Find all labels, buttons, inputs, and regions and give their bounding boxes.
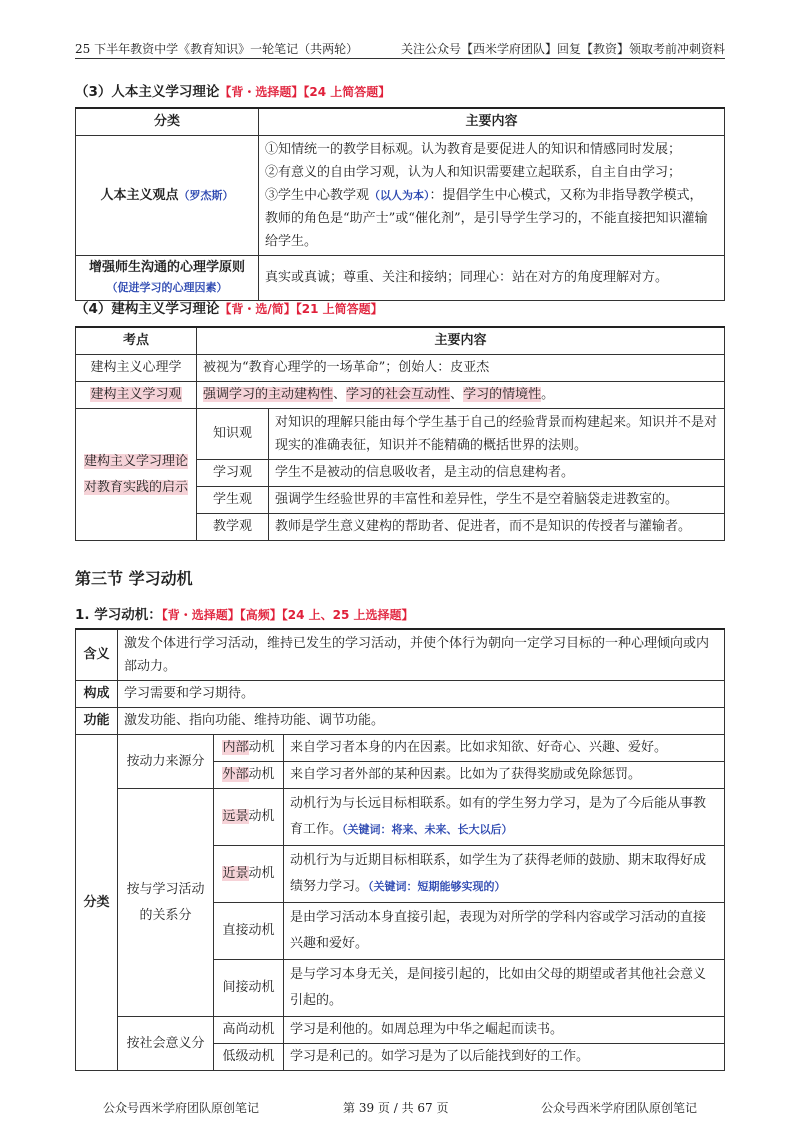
row-label: 功能 <box>76 708 118 735</box>
row-content: ①知情统一的教学目标观。认为教育是要促进人的知识和情感同时发展； ②有意义的自由学习观，认为人和知识需要建立起联系，自主自由学习； ③学生中心教学观（以人为本）：提倡学生中心模式，又称为非指导教学模式， 教师的角色是“助产士”或“催化剂”，是引导学生学习的，不能直接把知识灌输给学生。 <box>259 136 725 256</box>
sub-content: 来自学习者外部的某种因素。比如为了获得奖励或免除惩罚。 <box>284 762 725 789</box>
tag: 【高频】 <box>239 608 282 622</box>
sub-label: 学生观 <box>197 487 269 514</box>
sub-content: 强调学生经验世界的丰富性和差异性，学生不是空着脑袋走进教室的。 <box>269 487 725 514</box>
humanistic-table <box>75 107 725 301</box>
col-header: 主要内容 <box>259 108 725 136</box>
row-content: 学习需要和学习期待。 <box>118 681 725 708</box>
tag: 【背・选择题】 <box>161 608 240 622</box>
tag: 【24 上简答题】 <box>303 85 391 99</box>
row-label: 构成 <box>76 681 118 708</box>
category-label: 按动力来源分 <box>118 735 214 789</box>
sub-content: 是与学习本身无关，是间接引起的，比如由父母的期望或者其他社会意义引起的。 <box>284 960 725 1017</box>
tag: 【背・选择题】 <box>219 85 304 99</box>
sub-content: 学生不是被动的信息吸收者，是主动的信息建构者。 <box>269 460 725 487</box>
sub-content: 是由学习活动本身直接引起，表现为对所学的学科内容或学习活动的直接兴趣和爱好。 <box>284 903 725 960</box>
header-left-text: 25 下半年教资中学《教育知识》一轮笔记（共两轮） <box>75 42 359 56</box>
sub-content: 来自学习者本身的内在因素。比如求知欲、好奇心、兴趣、爱好。 <box>284 735 725 762</box>
sub-label: 近景动机 <box>214 846 284 903</box>
sub-content: 对知识的理解只能由每个学生基于自己的经验背景而构建起来。知识并不是对现实的准确表征，知识并不能精确的概括世界的法则。 <box>269 409 725 460</box>
section-title: 第三节 学习动机 <box>75 569 193 588</box>
category-label: 按与学习活动 的关系分 <box>118 789 214 1017</box>
category-label: 按社会意义分 <box>118 1017 214 1071</box>
sub-label: 学习观 <box>197 460 269 487</box>
row-label: 分类 <box>76 735 118 1071</box>
sub-content: 动机行为与近期目标相联系，如学生为了获得老师的鼓励、期末取得好成绩努力学习。（关键词：短期能够实现的） <box>284 846 725 903</box>
tag: 【背・选/简】 <box>219 302 296 316</box>
page-header <box>75 38 725 59</box>
humanistic-theory-heading: （3）人本主义学习理论【背・选择题】【24 上简答题】 <box>75 84 391 100</box>
row-label: 建构主义心理学 <box>76 355 197 382</box>
row-label: 增强师生沟通的心理学原则 （促进学习的心理因素） <box>76 256 259 301</box>
col-header: 考点 <box>76 327 197 355</box>
page-number: 第 39 页 / 共 67 页 <box>343 1101 449 1115</box>
sub-content: 教师是学生意义建构的帮助者、促进者，而不是知识的传授者与灌输者。 <box>269 514 725 541</box>
footer-right: 公众号西米学府团队原创笔记 <box>540 1101 697 1115</box>
sub-label: 低级动机 <box>214 1044 284 1071</box>
header-right-text: 关注公众号【西米学府团队】回复【教资】领取考前冲刺资料 <box>400 42 725 56</box>
row-content: 被视为“教育心理学的一场革命”；创始人：皮亚杰 <box>197 355 725 382</box>
col-header: 分类 <box>76 108 259 136</box>
sub-content: 动机行为与长远目标相联系。如有的学生努力学习，是为了今后能从事教育工作。（关键词：将来、未来、长大以后） <box>284 789 725 846</box>
tag: 【24 上、25 上选择题】 <box>281 608 414 622</box>
sub-label: 间接动机 <box>214 960 284 1017</box>
motivation-table <box>75 628 725 1071</box>
constructivist-table <box>75 326 725 541</box>
row-content: 强调学习的主动建构性、学习的社会互动性、学习的情境性。 <box>197 382 725 409</box>
constructivist-theory-heading: （4）建构主义学习理论【背・选/简】【21 上简答题】 <box>75 301 383 317</box>
row-content: 激发个体进行学习活动，维持已发生的学习活动，并使个体行为朝向一定学习目标的一种心理倾向或内部动力。 <box>118 629 725 681</box>
sub-label: 远景动机 <box>214 789 284 846</box>
row-label: 人本主义观点（罗杰斯） <box>76 136 259 256</box>
tag: 【21 上简答题】 <box>295 302 383 316</box>
sub-label: 高尚动机 <box>214 1017 284 1044</box>
sub-content: 学习是利他的。如周总理为中华之崛起而读书。 <box>284 1017 725 1044</box>
row-label: 含义 <box>76 629 118 681</box>
sub-label: 外部动机 <box>214 762 284 789</box>
footer-left: 公众号西米学府团队原创笔记 <box>103 1101 260 1115</box>
sub-content: 学习是利己的。如学习是为了以后能找到好的工作。 <box>284 1044 725 1071</box>
learning-motivation-heading: 1. 学习动机：【背・选择题】【高频】【24 上、25 上选择题】 <box>75 607 414 623</box>
sub-label: 直接动机 <box>214 903 284 960</box>
sub-label: 知识观 <box>197 409 269 460</box>
sub-label: 教学观 <box>197 514 269 541</box>
col-header: 主要内容 <box>197 327 725 355</box>
row-content: 真实或真诚；尊重、关注和接纳；同理心：站在对方的角度理解对方。 <box>259 256 725 301</box>
row-content: 激发功能、指向功能、维持功能、调节功能。 <box>118 708 725 735</box>
row-label: 建构主义学习观 <box>76 382 197 409</box>
row-label: 建构主义学习理论 对教育实践的启示 <box>76 409 197 541</box>
sub-label: 内部动机 <box>214 735 284 762</box>
